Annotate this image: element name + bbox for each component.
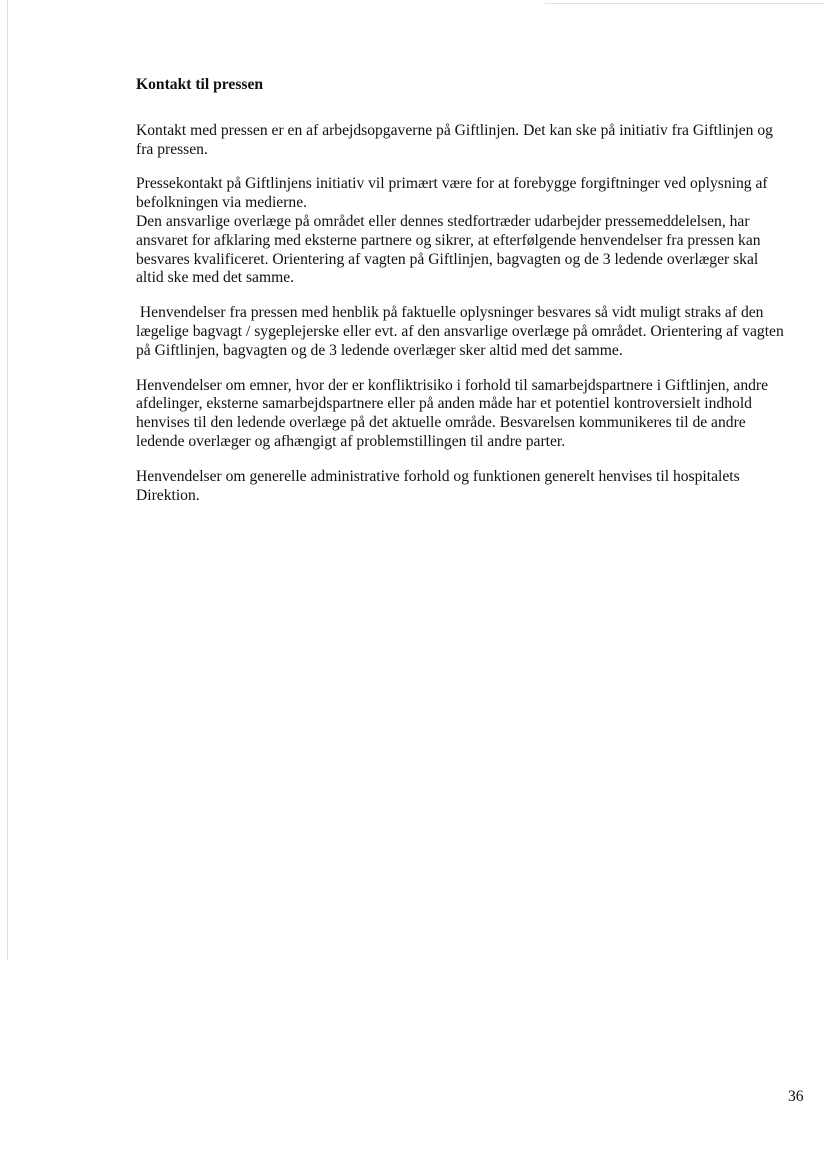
scan-top-line: [545, 3, 825, 4]
text-line: Den ansvarlige overlæge på området eller dennes stedfortræder udarbejder pressemeddelelsen, har: [136, 212, 750, 230]
text-line: Henvendelser fra pressen med henblik på faktuelle oplysninger besvares så vidt muligt straks af den: [136, 304, 764, 322]
text-line: Pressekontakt på Giftlinjens initiativ vil primært være for at forebygge forgiftninger ved oplysning af: [136, 175, 768, 193]
text-line: ansvaret for afklaring med eksterne partnere og sikrer, at efterfølgende henvendelser fra pressen kan: [136, 231, 761, 249]
text-line: Henvendelser om generelle administrative forhold og funktionen generelt henvises til hospitalets: [136, 467, 740, 485]
section-heading: Kontakt til pressen: [136, 76, 264, 93]
text-line: Kontakt med pressen er en af arbejdsopgaverne på Giftlinjen. Det kan ske på initiativ fra Giftlinjen og: [136, 121, 773, 139]
page-number: 36: [788, 1088, 804, 1105]
text-line: på Giftlinjen, bagvagten og de 3 ledende overlæger sker altid med det samme.: [136, 341, 623, 359]
scan-edge: [7, 0, 8, 960]
text-line: henvises til den ledende overlæge på det aktuelle område. Besvarelsen kommunikeres til de andre: [136, 414, 746, 432]
paragraph: [136, 213, 816, 288]
text-line: Henvendelser om emner, hvor der er konfliktrisiko i forhold til samarbejdspartnere i Giftlinjen, andre: [136, 376, 769, 394]
text-line: altid ske med det samme.: [136, 269, 295, 287]
text-line: Direktion.: [136, 486, 200, 504]
text-line: besvares kvalificeret. Orientering af vagten på Giftlinjen, bagvagten og de 3 ledende overlæger skal: [136, 250, 759, 268]
text-line: lægelige bagvagt / sygeplejerske eller evt. af den ansvarlige overlæge på området. Orientering af vagten: [136, 322, 784, 340]
paragraph: [136, 304, 816, 360]
text-line: befolkningen via medierne.: [136, 194, 308, 212]
text-line: ledende overlæger og afhængigt af problemstillingen til andre parter.: [136, 432, 566, 450]
paragraph: [136, 468, 816, 506]
document-body: [136, 76, 816, 521]
text-line: fra pressen.: [136, 140, 208, 158]
paragraph: [136, 377, 816, 452]
paragraph: [136, 175, 816, 213]
paragraph: [136, 122, 816, 160]
text-line: afdelinger, eksterne samarbejdspartnere eller på anden måde har et potentiel kontroversielt indhold: [136, 395, 752, 413]
